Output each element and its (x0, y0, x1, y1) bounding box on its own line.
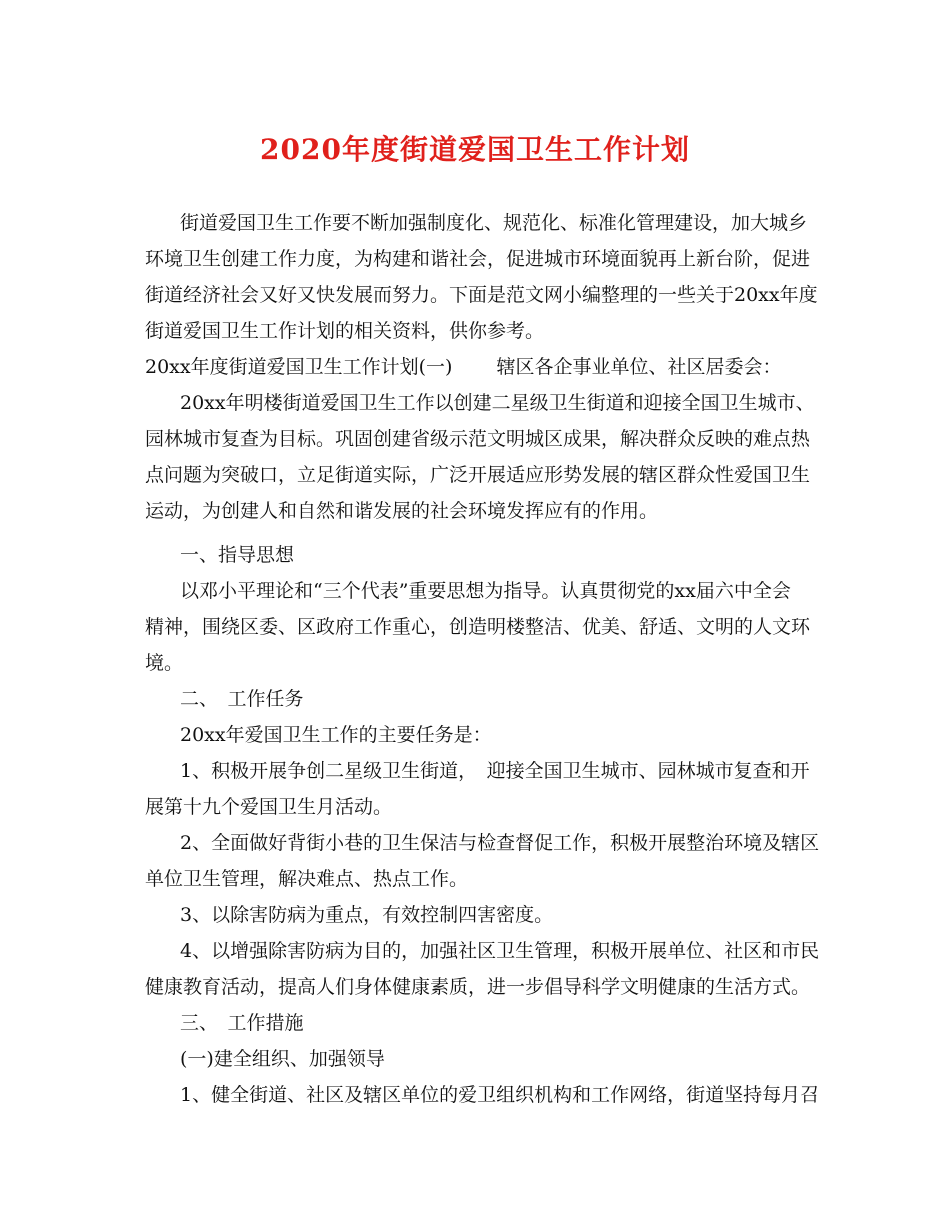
body-line: 街道爱国卫生工作计划的相关资料，供你参考。 (145, 320, 545, 342)
body-line: 环境卫生创建工作力度，为构建和谐社会，促进城市环境面貌再上新台阶，促进 (145, 248, 811, 270)
body-line: 二、 工作任务 (180, 688, 304, 710)
body-line: 20xx年爱国卫生工作的主要任务是： (180, 724, 492, 746)
body-line: 园林城市复查为目标。巩固创建省级示范文明城区成果，解决群众反映的难点热 (145, 428, 811, 450)
body-line: 点问题为突破口，立足街道实际，广泛开展适应形势发展的辖区群众性爱国卫生 (145, 464, 811, 486)
body-line: 运动，为创建人和自然和谐发展的社会环境发挥应有的作用。 (145, 500, 659, 522)
body-line: 1、积极开展争创二星级卫生街道， 迎接全国卫生城市、园林城市复查和开 (180, 760, 810, 782)
body-line: 精神，围绕区委、区政府工作重心，创造明楼整洁、优美、舒适、文明的人文环 (145, 616, 811, 638)
body-line: 20xx年明楼街道爱国卫生工作以创建二星级卫生街道和迎接全国卫生城市、 (180, 392, 815, 414)
body-line: 3、以除害防病为重点，有效控制四害密度。 (180, 904, 554, 926)
body-line: 4、以增强除害防病为目的，加强社区卫生管理，积极开展单位、社区和市民 (180, 940, 820, 962)
document-title: 2020年度街道爱国卫生工作计划 (260, 133, 690, 166)
body-line: 以邓小平理论和“三个代表”重要思想为指导。认真贯彻党的xx届六中全会 (180, 580, 791, 602)
body-line: (一)建全组织、加强领导 (180, 1048, 385, 1070)
body-line: 街道爱国卫生工作要不断加强制度化、规范化、标准化管理建设，加大城乡 (180, 212, 808, 234)
body-line: 20xx年度街道爱国卫生工作计划(一) 辖区各企事业单位、社区居委会： (145, 356, 782, 378)
body-line: 三、 工作措施 (180, 1012, 304, 1034)
body-line: 一、指导思想 (180, 544, 295, 566)
body-line: 展第十九个爱国卫生月活动。 (145, 796, 393, 818)
body-line: 2、全面做好背街小巷的卫生保洁与检查督促工作，积极开展整治环境及辖区 (180, 832, 820, 854)
body-line: 1、健全街道、社区及辖区单位的爱卫组织机构和工作网络，街道坚持每月召 (180, 1084, 820, 1106)
body-line: 境。 (145, 652, 184, 674)
body-line: 街道经济社会又好又快发展而努力。下面是范文网小编整理的一些关于20xx年度 (145, 284, 818, 306)
body-line: 单位卫生管理，解决难点、热点工作。 (145, 868, 469, 890)
body-line: 健康教育活动，提高人们身体健康素质，进一步倡导科学文明健康的生活方式。 (145, 976, 811, 998)
